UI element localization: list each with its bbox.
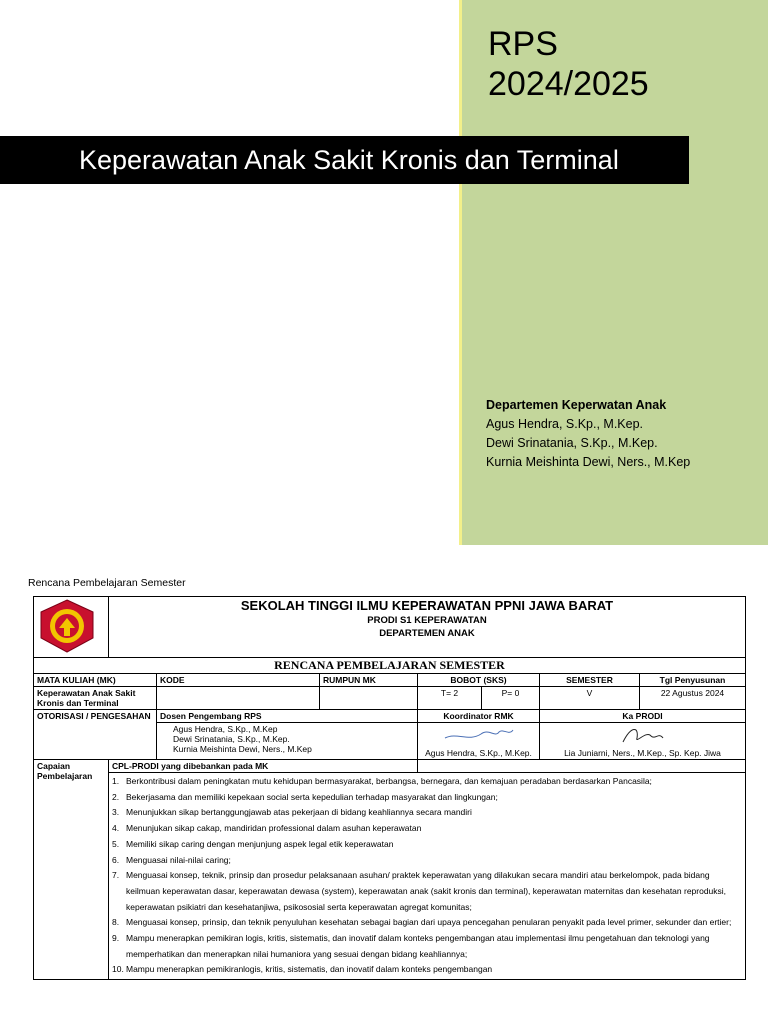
institution-name: SEKOLAH TINGGI ILMU KEPERAWATAN PPNI JAWA BARAT [240,598,614,613]
column-header-bobot: BOBOT (SKS) [418,674,540,687]
rumpun-cell [320,687,418,710]
column-header-tgl: Tgl Penyusunan [640,674,746,687]
cpl-item: 1. Berkontribusi dalam peningkatan mutu kehidupan bermasyarakat, berbangsa, bernegara, dan kemajuan peradaban berdasarkan Pancasila; [112,776,652,786]
otorisasi-label: OTORISASI / PENGESAHAN [34,710,157,760]
department-name: Departemen Keperwatan Anak [486,398,667,412]
kode-cell [157,687,320,710]
column-header-rumpun: RUMPUN MK [320,674,418,687]
dosen-name: Kurnia Meishinta Dewi, Ners., M.Kep [173,744,312,754]
cpl-item: 4. Menunjukan sikap cakap, mandiridan professional dalam asuhan keperawatan [112,823,422,834]
rps-year-title [488,24,649,104]
rps-label: RPS [488,25,558,63]
cpl-item: 10. Mampu menerapkan pemikiranlogis, kritis, sistematis, dan inovatif dalam konteks pengembangan [112,964,493,975]
dosen-list [157,723,418,760]
signature-koordinator [439,724,519,746]
cpl-item: 8. Menguasai konsep, prinsip, dan teknik penyuluhan kesehatan sebagai bagian dari upaya pencegahan penularan penyakit pada level primer, sekunder dan ertier; [112,917,732,928]
rps-page [0,545,768,1024]
course-name-cell: Keperawatan Anak Sakit Kronis dan Terminal [34,687,157,710]
department-name: DEPARTEMEN ANAK [379,628,475,639]
logo-cell [34,597,109,658]
dosen-name: Dewi Srinatania, S.Kp., M.Kep. [173,734,290,744]
cpl-list [112,774,742,978]
cpl-item: 7. Menguasai konsep, teknik, prinsip dan prosedur pelaksanaan asuhan/ praktek keperawatan yang dilakukan secara mandiri atau berkelompok, pada bidang keilmuan keperawatan dasar, keperawatan dewasa (system), keperawatan anak (sakit kronis dan terminal), keperawatan maternitas dan kesehatan reproduksi, keperawatan psikiatri dan kesehatanjiwa, psikososial serta keperawatan agregat komunitas; [112,870,727,912]
cpl-item: 2. Bekerjasama dan memiliki kepekaan social serta kepedulian terhadap masyarakat dan lingkungan; [112,791,498,802]
rps-year: 2024/2025 [488,65,649,103]
bobot-p-cell: P= 0 [482,687,540,710]
cpl-header: CPL-PRODI yang dibebankan pada MK [109,760,418,773]
department-block [486,396,690,472]
institution-header [109,597,746,658]
signature-kaprodi [603,724,683,746]
cpl-item: 5. Memiliki sikap caring dengan menjunjung aspek legal etik keperawatan [112,838,394,849]
kaprodi-cell [540,723,746,760]
author: Kurnia Meishinta Dewi, Ners., M.Kep [486,455,691,469]
kaprodi-label: Ka PRODI [540,710,746,723]
cpl-item: 3. Menunjukkan sikap bertanggungjawab atas pekerjaan di bidang keahliannya secara mandiri [112,807,472,818]
table-title: RENCANA PEMBELAJARAN SEMESTER [34,658,746,674]
capaian-label: Capaian Pembelajaran [34,760,109,980]
dosen-label: Dosen Pengembang RPS [157,710,418,723]
koordinator-label: Koordinator RMK [418,710,540,723]
cpl-header-spacer [418,760,746,773]
bobot-t-cell: T= 2 [418,687,482,710]
institution-logo [37,598,97,654]
dosen-name: Agus Hendra, S.Kp., M.Kep [173,724,278,734]
column-header-semester: SEMESTER [540,674,640,687]
course-title: Keperawatan Anak Sakit Kronis dan Terminal [79,145,619,175]
koordinator-name: Agus Hendra, S.Kp., M.Kep. [425,748,532,758]
author: Dewi Srinatania, S.Kp., M.Kep. [486,436,658,450]
rps-table [33,596,746,980]
cpl-list-cell [109,773,746,980]
koordinator-cell [418,723,540,760]
prodi-name: PRODI S1 KEPERAWATAN [367,615,487,626]
author: Agus Hendra, S.Kp., M.Kep. [486,417,644,431]
kaprodi-name: Lia Juniarni, Ners., M.Kep., Sp. Kep. Jiwa [564,748,721,758]
tgl-cell: 22 Agustus 2024 [640,687,746,710]
column-header-kode: KODE [157,674,320,687]
cpl-item: 6. Menguasai nilai-nilai caring; [112,854,231,865]
column-header-mk: MATA KULIAH (MK) [34,674,157,687]
semester-cell: V [540,687,640,710]
page-header: Rencana Pembelajaran Semester [28,577,186,589]
cpl-item: 9. Mampu menerapkan pemikiran logis, kritis, sistematis, dan inovatif dalam konteks pengembangan atau implementasi ilmu pengetahuan dan teknologi yang memperhatikan dan menerapkan nilai humaniora yang sesuai dengan bidang keahliannya; [112,933,710,959]
